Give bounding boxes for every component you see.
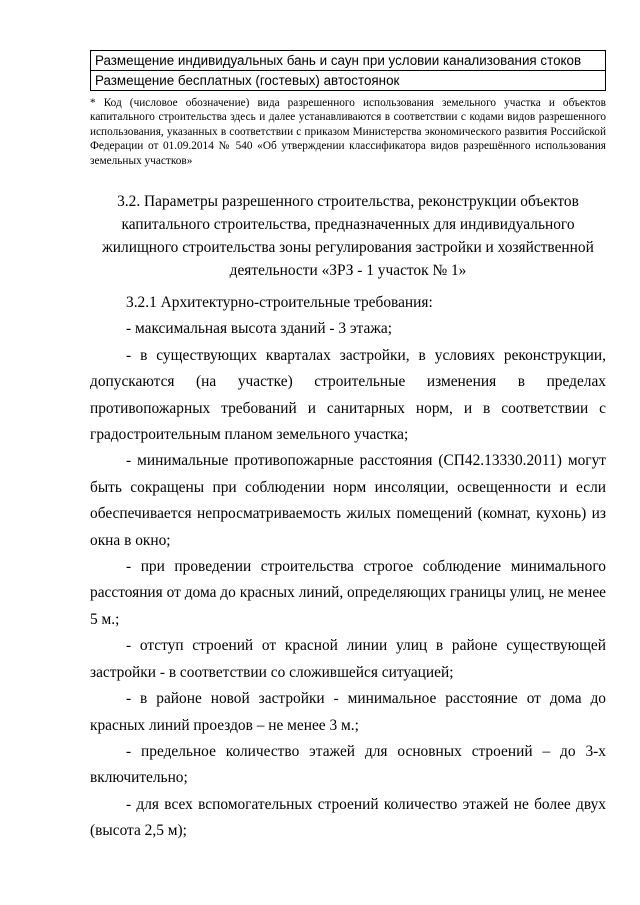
paragraph: - в существующих кварталах застройки, в условиях реконструкции, допускаются (на участке) строительные изменения в пределах противопожарных требований и санитарных норм, и в соответствии с градостроительным планом земельного участка;: [90, 346, 606, 444]
permitted-use-table: [90, 50, 606, 91]
paragraph: - предельное количество этажей для основных строений – до 3-х включительно;: [90, 742, 606, 787]
paragraph: - отступ строений от красной линии улиц в районе существующей застройки - в соответствии со сложившейся ситуацией;: [90, 637, 606, 681]
paragraph: - для всех вспомогательных строений количество этажей не более двух (высота 2,5 м);: [90, 795, 606, 840]
table-row: [91, 71, 606, 91]
section-heading: 3.2. Параметры разрешенного строительства, реконструкции объектов капитального строительства, предназначенных для индивидуального жилищного строительства зоны регулирования застройки и хозяйственной деятельности «ЗРЗ - 1 участок № 1»: [102, 193, 594, 279]
table-cell: Размещение бесплатных (гостевых) автостоянок: [91, 71, 606, 91]
table-row: [91, 51, 606, 71]
table-cell: Размещение индивидуальных бань и саун при условии канализования стоков: [91, 51, 606, 71]
footnote: * Код (числовое обозначение) вида разрешенного использования земельного участка и объектов капитального строительства здесь и далее устанавливаются в соответствии с кодами видов разрешенного использования, указанных в соответствии с приказом Министерства экономического развития Российской Федерации от 01.09.2014 № 540 «Об утверждении классификатора видов разрешённого использования земельных участков»: [90, 97, 606, 167]
paragraph: - в районе новой застройки - минимальное расстояние от дома до красных линий проездов – не менее 3 м.;: [90, 690, 606, 734]
paragraph: - при проведении строительства строгое соблюдение минимального расстояния от дома до красных линий, определяющих границы улиц, не менее 5 м.;: [90, 558, 606, 628]
paragraph: 3.2.1 Архитектурно-строительные требования:: [126, 294, 433, 311]
paragraph: - минимальные противопожарные расстояния (СП42.13330.2011) могут быть сокращены при соблюдении норм инсоляции, освещенности и если обеспечивается непросматриваемость жилых помещений (комнат, кухонь) из окна в окно;: [90, 452, 606, 549]
paragraph: - максимальная высота зданий - 3 этажа;: [126, 320, 393, 338]
section-body: [90, 290, 606, 845]
